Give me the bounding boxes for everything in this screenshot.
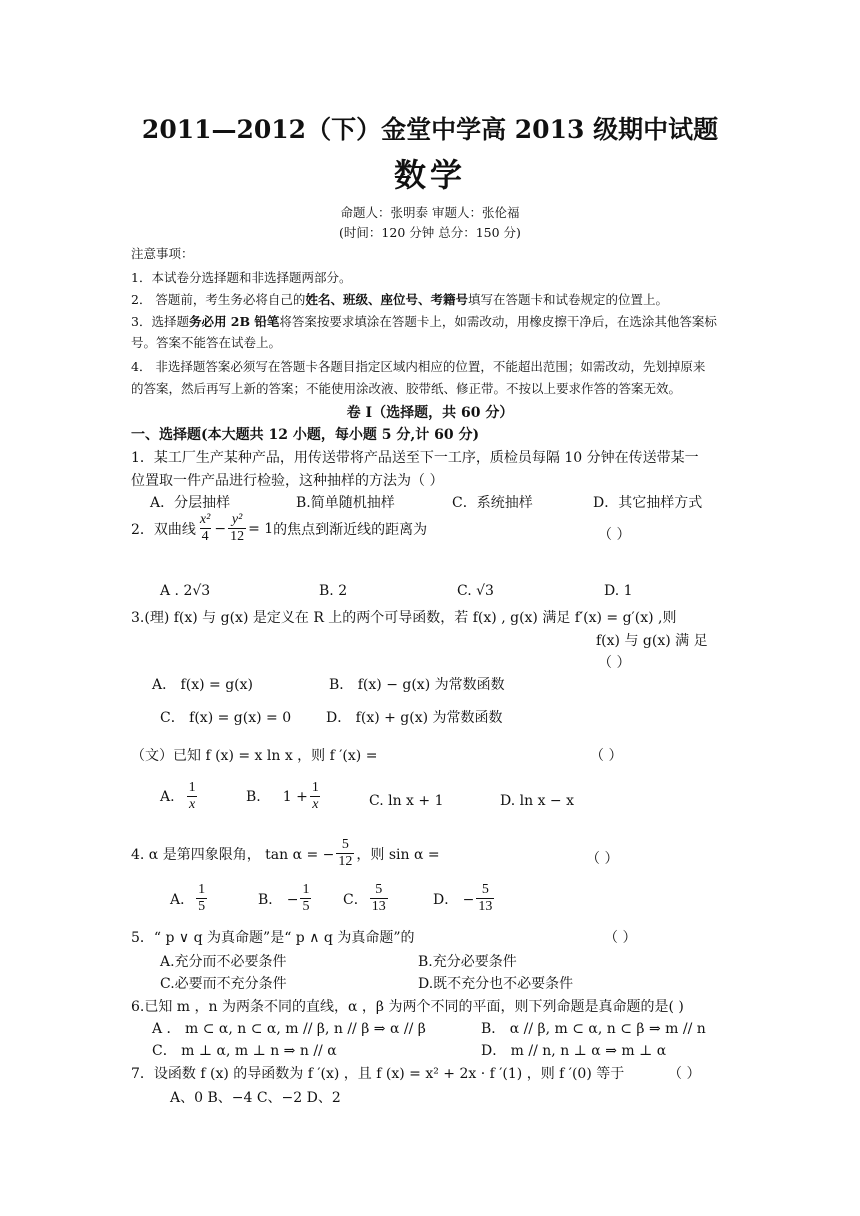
q6-option-b: B． α // β, m ⊂ α, n ⊂ β ⇒ m // n bbox=[481, 1021, 706, 1037]
q2-fraction-1: $\frac{\text{x²}}{4}$ bbox=[199, 512, 211, 545]
q5-option-d: D.既不充分也不必要条件 bbox=[418, 976, 574, 992]
time-score-line: (时间：120 分钟 总分：150 分) bbox=[339, 225, 521, 240]
q3-wen-answer-paren: （ ） bbox=[590, 748, 623, 764]
note-3 bbox=[131, 312, 717, 330]
q1-option-b: B.简单随机抽样 bbox=[296, 495, 395, 511]
q1-stem-line-1: 1．某工厂生产某种产品，用传送带将产品送至下一工序，质检员每隔 10 分钟在传送带某一 bbox=[131, 450, 699, 466]
q3-answer-paren: （ ） bbox=[598, 655, 631, 671]
note-3-continued: 号。答案不能答在试卷上。 bbox=[131, 335, 282, 350]
q3-option-a: A． f(x) = g(x) bbox=[152, 677, 253, 693]
q7-answer-paren: （ ） bbox=[668, 1066, 701, 1082]
note-3-part-b: 务必用 2B 铅笔 bbox=[188, 314, 280, 329]
q7-stem: 7．设函数 f (x) 的导函数为 f ′(x) ，且 f (x) = x² + 2x · f ′(1) ，则 f ′(0) 等于 bbox=[131, 1066, 625, 1082]
q2-prefix: 2．双曲线 bbox=[131, 521, 196, 538]
q6-stem: 6.已知 m ，n 为两条不同的直线，α ，β 为两个不同的平面，则下列命题是真命题的是( ) bbox=[131, 999, 684, 1015]
q4-answer-paren: （ ） bbox=[586, 851, 619, 867]
note-2-part-c: 填写在答题卡和试卷规定的位置上。 bbox=[467, 292, 668, 307]
q1-stem-line-2: 位置取一件产品进行检验，这种抽样的方法为（ ） bbox=[131, 473, 444, 489]
q5-option-a: A.充分而不必要条件 bbox=[160, 954, 287, 970]
q2-minus: − bbox=[214, 520, 227, 537]
q2-option-a: A . 2√3 bbox=[160, 583, 211, 599]
q3-wen-stem: （文）已知 f (x) = x ln x ，则 f ′(x) = bbox=[131, 748, 378, 764]
note-3-part-c: 将答案按要求填涂在答题卡上，如需改动，用橡皮擦干净后，在选涂其他答案标 bbox=[279, 314, 717, 329]
note-3-part-a: 3．选择题 bbox=[131, 314, 189, 329]
note-1: 1．本试卷分选择题和非选择题两部分。 bbox=[131, 270, 352, 285]
q1-option-a: A．分层抽样 bbox=[150, 495, 231, 511]
q2-option-d: D. 1 bbox=[604, 583, 633, 599]
q4-option-a: A． $\frac{1}{5}$ bbox=[170, 882, 206, 915]
authors-line: 命题人：张明泰 审题人：张伦福 bbox=[340, 205, 520, 220]
q4-stem: 4. α 是第四象限角， tan α = − $\frac{5}{12}$ ，则 sin α = bbox=[131, 837, 440, 870]
q1-option-d: D．其它抽样方式 bbox=[593, 495, 703, 511]
q3-wen-option-a: A. $\frac{1}{x}$ bbox=[160, 780, 196, 813]
note-4-continued: 的答案，然后再写上新的答案；不能使用涂改液、胶带纸、修正带。不按以上要求作答的答案无效。 bbox=[131, 381, 682, 396]
exam-title: 2011—2012（下）金堂中学高 2013 级期中试题 bbox=[141, 115, 719, 144]
q3-stem-line-2: f(x) 与 g(x) 满 足 bbox=[596, 633, 708, 649]
q4-option-b: B． − $\frac{1}{5}$ bbox=[258, 882, 310, 915]
q4-option-d: D． − $\frac{5}{13}$ bbox=[433, 882, 493, 915]
subject-title: 数学 bbox=[393, 156, 466, 194]
q3-option-d: D． f(x) + g(x) 为常数函数 bbox=[326, 710, 503, 726]
q6-option-d: D． m // n, n ⊥ α ⇒ m ⊥ α bbox=[481, 1043, 667, 1059]
q2-answer-paren: （ ） bbox=[598, 527, 631, 543]
q5-stem: 5．“ p ∨ q 为真命题”是“ p ∧ q 为真命题”的 bbox=[131, 930, 415, 946]
q3-wen-option-d: D. ln x − x bbox=[500, 793, 574, 809]
q3-option-b: B． f(x) − g(x) 为常数函数 bbox=[329, 677, 505, 693]
q7-options: A、0 B、−4 C、−2 D、2 bbox=[170, 1090, 341, 1106]
q5-option-c: C.必要而不充分条件 bbox=[160, 976, 287, 992]
q6-option-c: C． m ⊥ α, m ⊥ n ⇒ n // α bbox=[152, 1043, 337, 1059]
q2-suffix: 的焦点到渐近线的距离为 bbox=[273, 521, 428, 538]
q3-wen-option-b: B. 1 + $\frac{1}{x}$ bbox=[246, 780, 319, 813]
q3-stem-line-1: 3.(理) f(x) 与 g(x) 是定义在 R 上的两个可导函数，若 f(x) , g(x) 满足 f′(x) = g′(x) ,则 bbox=[131, 610, 677, 626]
q2-option-c: C. √3 bbox=[457, 583, 494, 599]
q2-stem bbox=[131, 512, 427, 545]
q3-wen-option-c: C. ln x + 1 bbox=[369, 793, 444, 809]
q1-option-c: C．系统抽样 bbox=[452, 495, 533, 511]
q5-option-b: B.充分必要条件 bbox=[418, 954, 517, 970]
note-4: 4． 非选择题答案必须写在答题卡各题目指定区域内相应的位置，不能超出范围；如需改动，先划掉原来 bbox=[131, 359, 706, 374]
q4-option-c: C． $\frac{5}{13}$ bbox=[343, 882, 386, 915]
note-2-part-b: 姓名、班级、座位号、考籍号 bbox=[305, 292, 468, 307]
section-1-title: 一、选择题(本大题共 12 小题，每小题 5 分,计 60 分) bbox=[131, 427, 480, 443]
q3-option-c: C． f(x) = g(x) = 0 bbox=[160, 710, 292, 726]
q2-equals: = 1 bbox=[248, 520, 274, 537]
notes-heading: 注意事项： bbox=[131, 246, 194, 261]
q2-fraction-2: $\frac{\text{y²}}{12}$ bbox=[230, 512, 245, 545]
note-2-part-a: 2． 答题前，考生务必将自己的 bbox=[131, 292, 306, 307]
note-2 bbox=[131, 290, 668, 308]
part-1-title: 卷 I（选择题，共 60 分） bbox=[346, 405, 514, 421]
q2-option-b: B. 2 bbox=[319, 583, 348, 599]
q5-answer-paren: （ ） bbox=[604, 930, 637, 946]
q6-option-a: A ． m ⊂ α, n ⊂ α, m // β, n // β ⇒ α // β bbox=[152, 1021, 426, 1037]
